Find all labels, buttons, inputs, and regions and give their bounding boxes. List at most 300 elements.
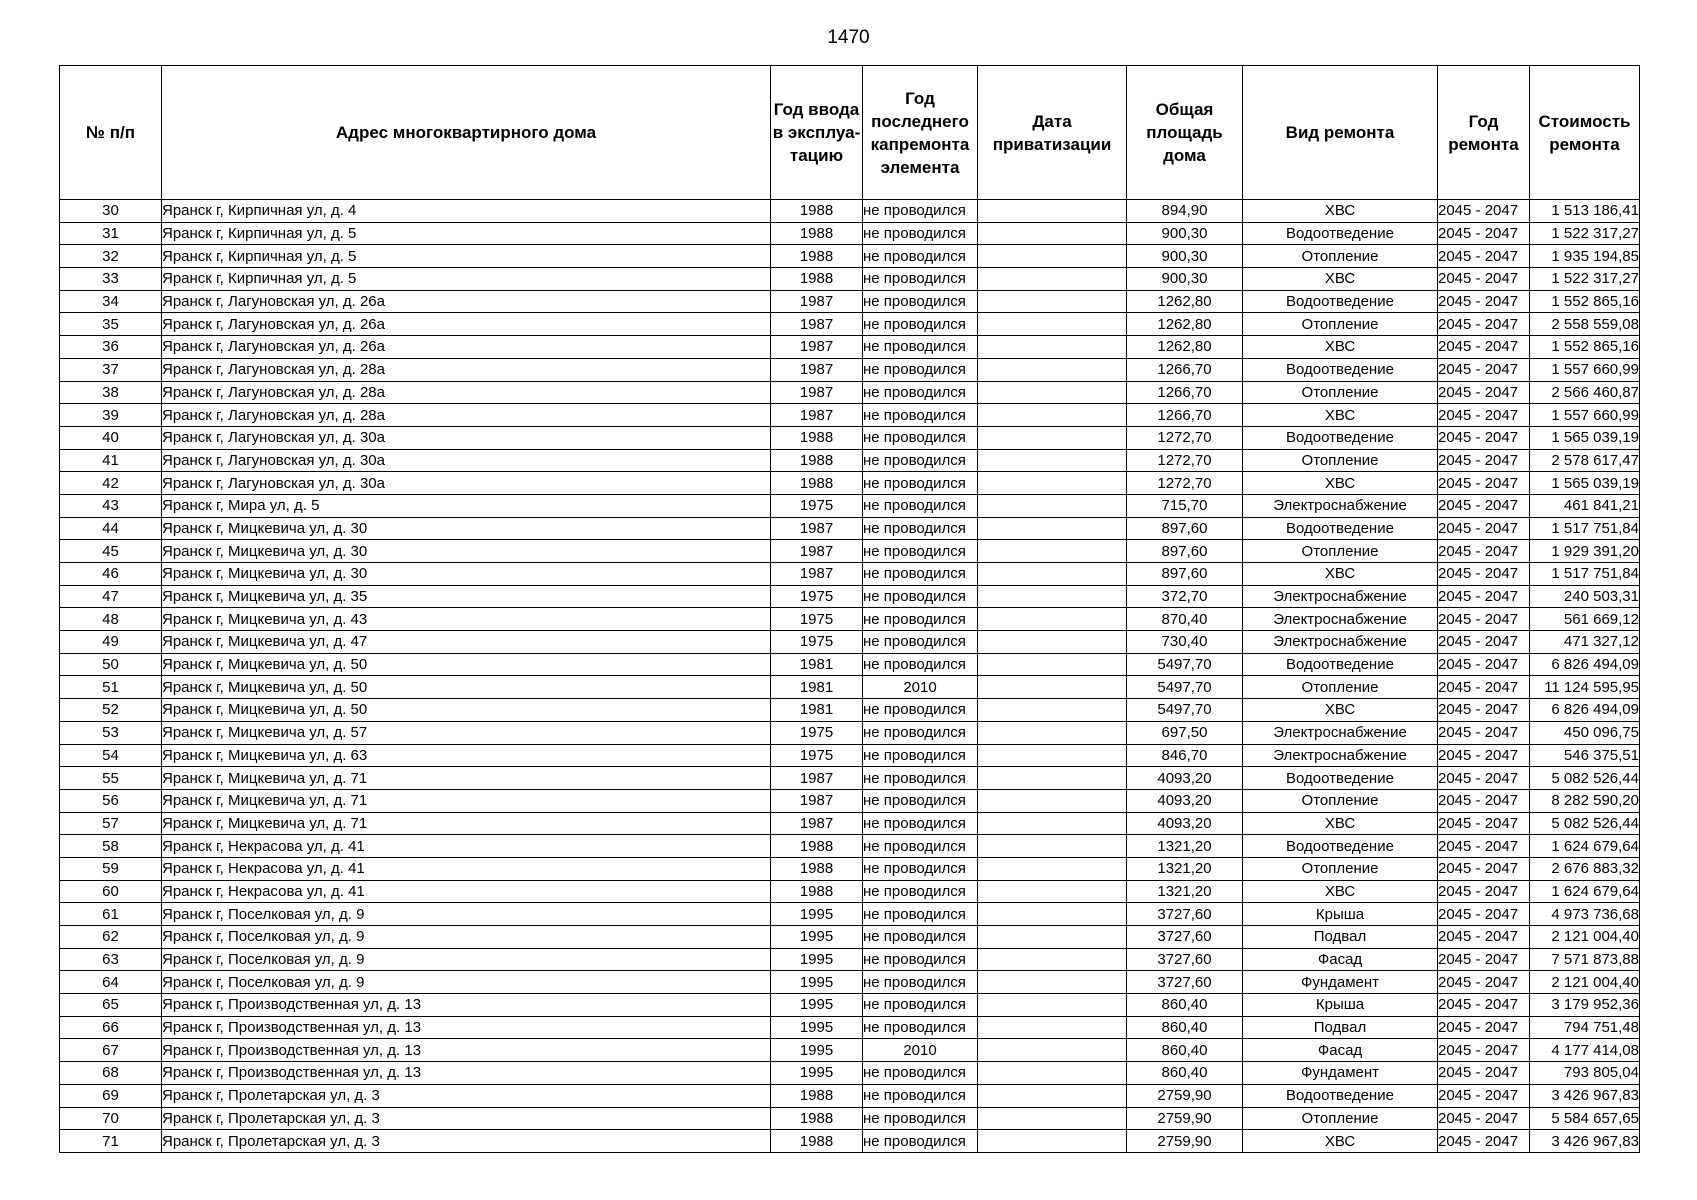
- address-cell: Яранск г, Мицкевича ул, д. 71: [162, 767, 771, 790]
- last-repair-cell: не проводился: [863, 268, 978, 291]
- last-repair-cell: не проводился: [863, 336, 978, 359]
- header-year-last-repair: Год последнего капремонта элемента: [863, 66, 978, 200]
- repair-type-cell: Водоотведение: [1243, 653, 1438, 676]
- total-area-cell: 1262,80: [1127, 336, 1243, 359]
- repair-years-cell: 2045 - 2047: [1438, 789, 1530, 812]
- last-repair-cell: не проводился: [863, 472, 978, 495]
- repair-type-cell: Отопление: [1243, 313, 1438, 336]
- address-cell: Яранск г, Производственная ул, д. 13: [162, 994, 771, 1017]
- repair-type-cell: ХВС: [1243, 812, 1438, 835]
- repair-cost-cell: 1 517 751,84: [1530, 517, 1640, 540]
- address-cell: Яранск г, Кирпичная ул, д. 5: [162, 268, 771, 291]
- total-area-cell: 2759,90: [1127, 1107, 1243, 1130]
- total-area-cell: 2759,90: [1127, 1084, 1243, 1107]
- repair-type-cell: Водоотведение: [1243, 426, 1438, 449]
- address-cell: Яранск г, Лагуновская ул, д. 28а: [162, 404, 771, 427]
- privatization-date-cell: [978, 268, 1127, 291]
- privatization-date-cell: [978, 676, 1127, 699]
- last-repair-cell: не проводился: [863, 290, 978, 313]
- repair-type-cell: Отопление: [1243, 789, 1438, 812]
- repair-cost-cell: 7 571 873,88: [1530, 948, 1640, 971]
- repair-type-cell: Водоотведение: [1243, 290, 1438, 313]
- repair-cost-cell: 794 751,48: [1530, 1016, 1640, 1039]
- table-row: [60, 948, 1640, 971]
- total-area-cell: 3727,60: [1127, 971, 1243, 994]
- repair-years-cell: 2045 - 2047: [1438, 336, 1530, 359]
- address-cell: Яранск г, Мицкевича ул, д. 50: [162, 676, 771, 699]
- address-cell: Яранск г, Мицкевича ул, д. 30: [162, 517, 771, 540]
- total-area-cell: 1321,20: [1127, 835, 1243, 858]
- address-cell: Яранск г, Лагуновская ул, д. 28а: [162, 381, 771, 404]
- row-number-cell: 66: [60, 1016, 162, 1039]
- address-cell: Яранск г, Лагуновская ул, д. 30а: [162, 449, 771, 472]
- total-area-cell: 1321,20: [1127, 880, 1243, 903]
- year-commissioned-cell: 1987: [771, 290, 863, 313]
- privatization-date-cell: [978, 222, 1127, 245]
- repair-years-cell: 2045 - 2047: [1438, 585, 1530, 608]
- header-repair-years: Год ремонта: [1438, 66, 1530, 200]
- table-row: [60, 721, 1640, 744]
- total-area-cell: 4093,20: [1127, 767, 1243, 790]
- total-area-cell: 897,60: [1127, 563, 1243, 586]
- last-repair-cell: не проводился: [863, 699, 978, 722]
- repair-cost-cell: 461 841,21: [1530, 494, 1640, 517]
- page-number: 1470: [827, 27, 870, 48]
- address-cell: Яранск г, Мицкевича ул, д. 35: [162, 585, 771, 608]
- privatization-date-cell: [978, 903, 1127, 926]
- address-cell: Яранск г, Мицкевича ул, д. 71: [162, 812, 771, 835]
- row-number-cell: 61: [60, 903, 162, 926]
- last-repair-cell: не проводился: [863, 1016, 978, 1039]
- address-cell: Яранск г, Лагуновская ул, д. 28а: [162, 358, 771, 381]
- last-repair-cell: не проводился: [863, 313, 978, 336]
- repair-cost-cell: 1 522 317,27: [1530, 222, 1640, 245]
- row-number-cell: 53: [60, 721, 162, 744]
- repair-type-cell: Подвал: [1243, 1016, 1438, 1039]
- repair-years-cell: 2045 - 2047: [1438, 381, 1530, 404]
- repair-type-cell: ХВС: [1243, 336, 1438, 359]
- repair-type-cell: ХВС: [1243, 200, 1438, 223]
- repair-type-cell: Отопление: [1243, 381, 1438, 404]
- total-area-cell: 860,40: [1127, 1062, 1243, 1085]
- repair-cost-cell: 2 578 617,47: [1530, 449, 1640, 472]
- repair-cost-cell: 5 584 657,65: [1530, 1107, 1640, 1130]
- privatization-date-cell: [978, 926, 1127, 949]
- row-number-cell: 69: [60, 1084, 162, 1107]
- address-cell: Яранск г, Некрасова ул, д. 41: [162, 880, 771, 903]
- address-cell: Яранск г, Мицкевича ул, д. 50: [162, 699, 771, 722]
- repair-cost-cell: 1 624 679,64: [1530, 835, 1640, 858]
- total-area-cell: 3727,60: [1127, 903, 1243, 926]
- repair-cost-cell: 4 973 736,68: [1530, 903, 1640, 926]
- repair-cost-cell: 1 552 865,16: [1530, 336, 1640, 359]
- last-repair-cell: не проводился: [863, 857, 978, 880]
- row-number-cell: 40: [60, 426, 162, 449]
- table-row: [60, 926, 1640, 949]
- address-cell: Яранск г, Лагуновская ул, д. 30а: [162, 472, 771, 495]
- address-cell: Яранск г, Мицкевича ул, д. 71: [162, 789, 771, 812]
- repair-years-cell: 2045 - 2047: [1438, 449, 1530, 472]
- repair-cost-cell: 1 565 039,19: [1530, 472, 1640, 495]
- repair-type-cell: Электроснабжение: [1243, 585, 1438, 608]
- privatization-date-cell: [978, 563, 1127, 586]
- table-row: [60, 880, 1640, 903]
- repair-years-cell: 2045 - 2047: [1438, 676, 1530, 699]
- row-number-cell: 71: [60, 1130, 162, 1153]
- address-cell: Яранск г, Мицкевича ул, д. 30: [162, 540, 771, 563]
- repair-cost-cell: 1 517 751,84: [1530, 563, 1640, 586]
- table-row: [60, 608, 1640, 631]
- year-commissioned-cell: 1995: [771, 1039, 863, 1062]
- repair-type-cell: Крыша: [1243, 903, 1438, 926]
- total-area-cell: 5497,70: [1127, 699, 1243, 722]
- year-commissioned-cell: 1987: [771, 563, 863, 586]
- repair-years-cell: 2045 - 2047: [1438, 245, 1530, 268]
- table-row: [60, 812, 1640, 835]
- privatization-date-cell: [978, 789, 1127, 812]
- repair-cost-cell: 6 826 494,09: [1530, 699, 1640, 722]
- table-row: [60, 767, 1640, 790]
- last-repair-cell: не проводился: [863, 245, 978, 268]
- year-commissioned-cell: 1987: [771, 381, 863, 404]
- row-number-cell: 44: [60, 517, 162, 540]
- row-number-cell: 62: [60, 926, 162, 949]
- repair-schedule-table: [59, 65, 1640, 1153]
- year-commissioned-cell: 1988: [771, 835, 863, 858]
- year-commissioned-cell: 1995: [771, 971, 863, 994]
- table-row: [60, 494, 1640, 517]
- address-cell: Яранск г, Лагуновская ул, д. 26а: [162, 290, 771, 313]
- repair-years-cell: 2045 - 2047: [1438, 767, 1530, 790]
- table-row: [60, 358, 1640, 381]
- privatization-date-cell: [978, 812, 1127, 835]
- year-commissioned-cell: 1988: [771, 1130, 863, 1153]
- repair-type-cell: Крыша: [1243, 994, 1438, 1017]
- year-commissioned-cell: 1975: [771, 585, 863, 608]
- repair-type-cell: ХВС: [1243, 699, 1438, 722]
- row-number-cell: 36: [60, 336, 162, 359]
- privatization-date-cell: [978, 585, 1127, 608]
- repair-years-cell: 2045 - 2047: [1438, 608, 1530, 631]
- repair-years-cell: 2045 - 2047: [1438, 472, 1530, 495]
- total-area-cell: 2759,90: [1127, 1130, 1243, 1153]
- row-number-cell: 60: [60, 880, 162, 903]
- repair-years-cell: 2045 - 2047: [1438, 835, 1530, 858]
- repair-cost-cell: 1 557 660,99: [1530, 404, 1640, 427]
- last-repair-cell: не проводился: [863, 1107, 978, 1130]
- privatization-date-cell: [978, 494, 1127, 517]
- header-number: № п/п: [60, 66, 162, 200]
- privatization-date-cell: [978, 358, 1127, 381]
- repair-type-cell: ХВС: [1243, 472, 1438, 495]
- last-repair-cell: не проводился: [863, 903, 978, 926]
- row-number-cell: 47: [60, 585, 162, 608]
- year-commissioned-cell: 1987: [771, 358, 863, 381]
- table-body: [60, 200, 1640, 1153]
- address-cell: Яранск г, Лагуновская ул, д. 26а: [162, 313, 771, 336]
- total-area-cell: 860,40: [1127, 1016, 1243, 1039]
- address-cell: Яранск г, Мицкевича ул, д. 43: [162, 608, 771, 631]
- repair-cost-cell: 1 624 679,64: [1530, 880, 1640, 903]
- total-area-cell: 697,50: [1127, 721, 1243, 744]
- table-row: [60, 789, 1640, 812]
- repair-type-cell: Водоотведение: [1243, 517, 1438, 540]
- year-commissioned-cell: 1988: [771, 1107, 863, 1130]
- last-repair-cell: не проводился: [863, 812, 978, 835]
- total-area-cell: 1321,20: [1127, 857, 1243, 880]
- year-commissioned-cell: 1975: [771, 744, 863, 767]
- repair-cost-cell: 793 805,04: [1530, 1062, 1640, 1085]
- last-repair-cell: не проводился: [863, 1130, 978, 1153]
- table-row: [60, 426, 1640, 449]
- address-cell: Яранск г, Кирпичная ул, д. 5: [162, 245, 771, 268]
- total-area-cell: 1272,70: [1127, 449, 1243, 472]
- table-row: [60, 449, 1640, 472]
- address-cell: Яранск г, Мицкевича ул, д. 47: [162, 631, 771, 654]
- repair-cost-cell: 5 082 526,44: [1530, 767, 1640, 790]
- row-number-cell: 43: [60, 494, 162, 517]
- repair-years-cell: 2045 - 2047: [1438, 494, 1530, 517]
- total-area-cell: 372,70: [1127, 585, 1243, 608]
- row-number-cell: 35: [60, 313, 162, 336]
- year-commissioned-cell: 1987: [771, 336, 863, 359]
- privatization-date-cell: [978, 517, 1127, 540]
- last-repair-cell: не проводился: [863, 426, 978, 449]
- last-repair-cell: 2010: [863, 1039, 978, 1062]
- repair-years-cell: 2045 - 2047: [1438, 880, 1530, 903]
- total-area-cell: 1266,70: [1127, 381, 1243, 404]
- repair-type-cell: Отопление: [1243, 1107, 1438, 1130]
- address-cell: Яранск г, Кирпичная ул, д. 5: [162, 222, 771, 245]
- table-row: [60, 631, 1640, 654]
- repair-type-cell: Водоотведение: [1243, 358, 1438, 381]
- privatization-date-cell: [978, 608, 1127, 631]
- privatization-date-cell: [978, 404, 1127, 427]
- table-row: [60, 1107, 1640, 1130]
- repair-years-cell: 2045 - 2047: [1438, 1039, 1530, 1062]
- total-area-cell: 1272,70: [1127, 426, 1243, 449]
- total-area-cell: 5497,70: [1127, 653, 1243, 676]
- repair-years-cell: 2045 - 2047: [1438, 268, 1530, 291]
- table-header-row: [60, 66, 1640, 200]
- year-commissioned-cell: 1987: [771, 313, 863, 336]
- table-row: [60, 381, 1640, 404]
- year-commissioned-cell: 1995: [771, 994, 863, 1017]
- year-commissioned-cell: 1988: [771, 268, 863, 291]
- table-row: [60, 971, 1640, 994]
- address-cell: Яранск г, Мицкевича ул, д. 57: [162, 721, 771, 744]
- table-row: [60, 200, 1640, 223]
- table-row: [60, 1016, 1640, 1039]
- repair-cost-cell: 3 426 967,83: [1530, 1130, 1640, 1153]
- address-cell: Яранск г, Некрасова ул, д. 41: [162, 835, 771, 858]
- address-cell: Яранск г, Пролетарская ул, д. 3: [162, 1084, 771, 1107]
- last-repair-cell: не проводился: [863, 994, 978, 1017]
- address-cell: Яранск г, Производственная ул, д. 13: [162, 1016, 771, 1039]
- year-commissioned-cell: 1981: [771, 699, 863, 722]
- last-repair-cell: не проводился: [863, 517, 978, 540]
- total-area-cell: 860,40: [1127, 1039, 1243, 1062]
- row-number-cell: 45: [60, 540, 162, 563]
- year-commissioned-cell: 1975: [771, 494, 863, 517]
- last-repair-cell: не проводился: [863, 926, 978, 949]
- repair-years-cell: 2045 - 2047: [1438, 222, 1530, 245]
- address-cell: Яранск г, Пролетарская ул, д. 3: [162, 1130, 771, 1153]
- year-commissioned-cell: 1987: [771, 767, 863, 790]
- year-commissioned-cell: 1995: [771, 1016, 863, 1039]
- last-repair-cell: не проводился: [863, 200, 978, 223]
- row-number-cell: 41: [60, 449, 162, 472]
- repair-type-cell: Подвал: [1243, 926, 1438, 949]
- row-number-cell: 63: [60, 948, 162, 971]
- address-cell: Яранск г, Производственная ул, д. 13: [162, 1062, 771, 1085]
- repair-cost-cell: 1 565 039,19: [1530, 426, 1640, 449]
- year-commissioned-cell: 1975: [771, 608, 863, 631]
- privatization-date-cell: [978, 200, 1127, 223]
- repair-cost-cell: 4 177 414,08: [1530, 1039, 1640, 1062]
- repair-years-cell: 2045 - 2047: [1438, 1084, 1530, 1107]
- repair-cost-cell: 3 426 967,83: [1530, 1084, 1640, 1107]
- privatization-date-cell: [978, 472, 1127, 495]
- table-row: [60, 290, 1640, 313]
- repair-type-cell: Отопление: [1243, 676, 1438, 699]
- privatization-date-cell: [978, 290, 1127, 313]
- privatization-date-cell: [978, 336, 1127, 359]
- repair-years-cell: 2045 - 2047: [1438, 699, 1530, 722]
- table-row: [60, 699, 1640, 722]
- last-repair-cell: не проводился: [863, 835, 978, 858]
- table-row: [60, 1130, 1640, 1153]
- address-cell: Яранск г, Лагуновская ул, д. 30а: [162, 426, 771, 449]
- repair-cost-cell: 1 513 186,41: [1530, 200, 1640, 223]
- table-row: [60, 653, 1640, 676]
- row-number-cell: 68: [60, 1062, 162, 1085]
- table-row: [60, 1062, 1640, 1085]
- table-row: [60, 268, 1640, 291]
- repair-type-cell: ХВС: [1243, 268, 1438, 291]
- table-row: [60, 222, 1640, 245]
- table-row: [60, 313, 1640, 336]
- privatization-date-cell: [978, 767, 1127, 790]
- address-cell: Яранск г, Поселковая ул, д. 9: [162, 971, 771, 994]
- privatization-date-cell: [978, 631, 1127, 654]
- repair-years-cell: 2045 - 2047: [1438, 426, 1530, 449]
- header-year-commissioned: Год ввода в эксплуа-тацию: [771, 66, 863, 200]
- total-area-cell: 4093,20: [1127, 812, 1243, 835]
- row-number-cell: 70: [60, 1107, 162, 1130]
- last-repair-cell: не проводился: [863, 585, 978, 608]
- last-repair-cell: не проводился: [863, 1062, 978, 1085]
- last-repair-cell: не проводился: [863, 767, 978, 790]
- address-cell: Яранск г, Мицкевича ул, д. 50: [162, 653, 771, 676]
- repair-type-cell: Электроснабжение: [1243, 494, 1438, 517]
- total-area-cell: 897,60: [1127, 517, 1243, 540]
- repair-type-cell: Электроснабжение: [1243, 721, 1438, 744]
- header-address: Адрес многоквартирного дома: [162, 66, 771, 200]
- repair-years-cell: 2045 - 2047: [1438, 926, 1530, 949]
- year-commissioned-cell: 1988: [771, 222, 863, 245]
- row-number-cell: 52: [60, 699, 162, 722]
- total-area-cell: 900,30: [1127, 245, 1243, 268]
- repair-cost-cell: 1 929 391,20: [1530, 540, 1640, 563]
- last-repair-cell: не проводился: [863, 404, 978, 427]
- address-cell: Яранск г, Пролетарская ул, д. 3: [162, 1107, 771, 1130]
- privatization-date-cell: [978, 1107, 1127, 1130]
- repair-years-cell: 2045 - 2047: [1438, 744, 1530, 767]
- last-repair-cell: не проводился: [863, 948, 978, 971]
- repair-cost-cell: 450 096,75: [1530, 721, 1640, 744]
- table-row: [60, 1084, 1640, 1107]
- repair-type-cell: Фундамент: [1243, 971, 1438, 994]
- row-number-cell: 50: [60, 653, 162, 676]
- repair-years-cell: 2045 - 2047: [1438, 1062, 1530, 1085]
- repair-years-cell: 2045 - 2047: [1438, 857, 1530, 880]
- repair-years-cell: 2045 - 2047: [1438, 903, 1530, 926]
- row-number-cell: 56: [60, 789, 162, 812]
- year-commissioned-cell: 1975: [771, 721, 863, 744]
- repair-years-cell: 2045 - 2047: [1438, 1016, 1530, 1039]
- year-commissioned-cell: 1987: [771, 404, 863, 427]
- repair-type-cell: Водоотведение: [1243, 835, 1438, 858]
- table-row: [60, 245, 1640, 268]
- repair-type-cell: Водоотведение: [1243, 222, 1438, 245]
- table-row: [60, 563, 1640, 586]
- privatization-date-cell: [978, 948, 1127, 971]
- repair-cost-cell: 2 676 883,32: [1530, 857, 1640, 880]
- last-repair-cell: не проводился: [863, 381, 978, 404]
- repair-cost-cell: 3 179 952,36: [1530, 994, 1640, 1017]
- repair-years-cell: 2045 - 2047: [1438, 517, 1530, 540]
- table-row: [60, 517, 1640, 540]
- repair-type-cell: ХВС: [1243, 880, 1438, 903]
- repair-cost-cell: 1 522 317,27: [1530, 268, 1640, 291]
- repair-cost-cell: 546 375,51: [1530, 744, 1640, 767]
- privatization-date-cell: [978, 653, 1127, 676]
- row-number-cell: 46: [60, 563, 162, 586]
- address-cell: Яранск г, Производственная ул, д. 13: [162, 1039, 771, 1062]
- year-commissioned-cell: 1988: [771, 472, 863, 495]
- repair-years-cell: 2045 - 2047: [1438, 1130, 1530, 1153]
- repair-years-cell: 2045 - 2047: [1438, 1107, 1530, 1130]
- repair-years-cell: 2045 - 2047: [1438, 404, 1530, 427]
- year-commissioned-cell: 1988: [771, 426, 863, 449]
- year-commissioned-cell: 1987: [771, 789, 863, 812]
- table-row: [60, 404, 1640, 427]
- last-repair-cell: не проводился: [863, 789, 978, 812]
- row-number-cell: 65: [60, 994, 162, 1017]
- last-repair-cell: не проводился: [863, 449, 978, 472]
- address-cell: Яранск г, Мицкевича ул, д. 63: [162, 744, 771, 767]
- year-commissioned-cell: 1987: [771, 540, 863, 563]
- year-commissioned-cell: 1988: [771, 880, 863, 903]
- table-row: [60, 903, 1640, 926]
- last-repair-cell: не проводился: [863, 744, 978, 767]
- row-number-cell: 39: [60, 404, 162, 427]
- total-area-cell: 730,40: [1127, 631, 1243, 654]
- last-repair-cell: не проводился: [863, 222, 978, 245]
- privatization-date-cell: [978, 313, 1127, 336]
- privatization-date-cell: [978, 1062, 1127, 1085]
- last-repair-cell: 2010: [863, 676, 978, 699]
- privatization-date-cell: [978, 971, 1127, 994]
- year-commissioned-cell: 1988: [771, 857, 863, 880]
- privatization-date-cell: [978, 1016, 1127, 1039]
- total-area-cell: 897,60: [1127, 540, 1243, 563]
- repair-years-cell: 2045 - 2047: [1438, 948, 1530, 971]
- repair-years-cell: 2045 - 2047: [1438, 540, 1530, 563]
- repair-type-cell: Фундамент: [1243, 1062, 1438, 1085]
- address-cell: Яранск г, Лагуновская ул, д. 26а: [162, 336, 771, 359]
